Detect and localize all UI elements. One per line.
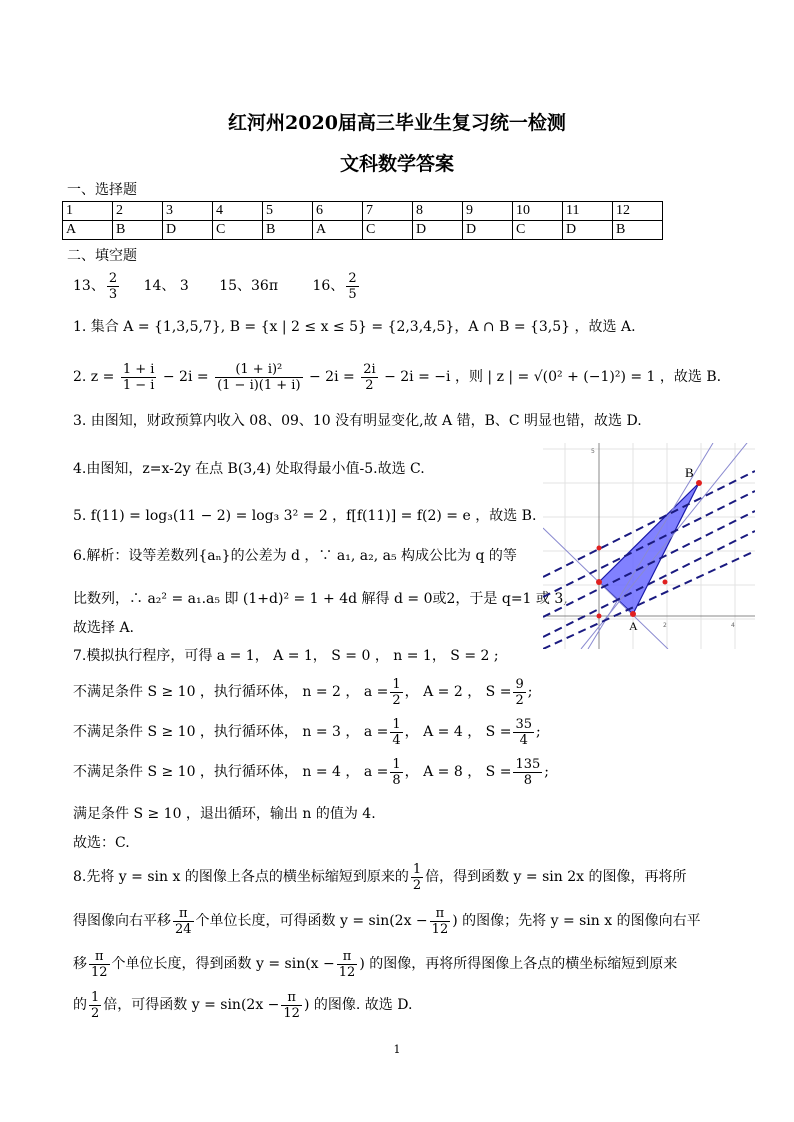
fill-answers [73,268,361,304]
solution-6-line1: 6.解析：设等差数列{aₙ}的公差为 d ，∵ a₁, a₂, a₅ 构成公比为 q 的等 [73,548,517,564]
table-cell: 5 [263,202,313,221]
solution-8-line1: 8.先将 y = sin x 的图像上各点的横坐标缩短到原来的 $\frac{1}{2}$ 倍，得到函数 y = sin 2x 的图像，再将所 [73,861,687,893]
fraction: $\frac{1 + i}{1 - i}$ [122,361,155,393]
solution-7-line6: 故选：C. [73,835,130,851]
table-cell: 9 [463,202,513,221]
document-subtitle: 文科数学答案 [339,153,454,175]
document-title: 红河州2020届高三毕业生复习统一检测 [228,112,566,134]
table-cell: 11 [563,202,613,221]
fill-13-fraction: $\frac{2}{3}$ [108,270,118,302]
tick-label: 5 [591,448,595,455]
table-row-answers [63,221,663,240]
table-cell: D [463,221,513,240]
table-cell: 2 [113,202,163,221]
solution-8-line2: 得图像向右平移 $\frac{\pi}{24}$ 个单位长度，可得函数 y = sin(2x − $\frac{\pi}{12}$ ) 的图像；先将 y = sin x 的图像向右平 [73,905,701,937]
section-choice-heading: 一、选择题 [67,182,137,198]
solution-6-line2: 比数列，∴ a₂² = a₁.a₅ 即 (1+d)² = 1 + 4d 解得 d = 0或2，于是 q=1 或 3, [73,591,568,607]
table-cell: B [113,221,163,240]
answer-table [62,201,663,240]
table-cell: C [513,221,563,240]
table-row-numbers [63,202,663,221]
point-a-label: A [629,619,638,633]
solution-5: 5. f(11) = log₃(11 − 2) = log₃ 3² = 2 ，f[f(11)] = f(2) = e ，故选 B. [73,508,537,524]
solution-4: 4.由图知，z=x-2y 在点 B(3,4) 处取得最小值-5.故选 C. [73,461,425,477]
table-cell: 4 [213,202,263,221]
solution-7-row: 不满足条件 S ≥ 10 ，执行循环体， n = 4 ， a = $\frac{1}{8}$ ， A = 8 ， S = $\frac{135}{8}$ ; [73,756,549,788]
fill-14: 14、 3 [143,278,189,294]
solution-7-line1: 7.模拟执行程序，可得 a = 1， A = 1， S = 0 ， n = 1， S = 2 ; [73,648,499,664]
table-cell: C [363,221,413,240]
fraction: $\frac{2i}{2}$ [363,361,376,393]
tick-label: 4 [731,622,735,629]
fill-13-label: 13、 [73,278,105,294]
solution-6-line3: 故选择 A. [73,620,135,636]
fill-16-fraction: $\frac{2}{5}$ [348,270,357,302]
fraction: $\frac{\text{(1 + i)²}}{(1 - i)(1 + i)}$ [217,361,301,393]
page-number: 1 [393,1043,401,1056]
table-cell: D [163,221,213,240]
point-b-label: B [685,465,694,480]
table-cell: 6 [313,202,363,221]
solution-7-row: 不满足条件 S ≥ 10 ，执行循环体， n = 3 ， a = $\frac{1}{4}$ ， A = 4 ， S = $\frac{35}{4}$ ; [73,716,541,748]
solution-2: 2. z = $\frac{1 + i}{1 - i}$ − 2i = $\frac{\text{(1 + i)²}}{(1 - i)(1 + i)}$ − 2i = $\frac{2i}{2}$ − 2i = −i ，则 | z | = √(0² + (−1)²) = 1 ，故选 B. [73,361,722,393]
solution-8-line4: 的 $\frac{1}{2}$ 倍，可得函数 y = sin(2x − $\frac{\pi}{12}$ ) 的图像. 故选 D. [73,989,413,1021]
table-cell: 12 [613,202,663,221]
solution-3: 3. 由图知，财政预算内收入 08、09、10 没有明显变化,故 A 错，B、C 明显也错，故选 D. [73,413,642,429]
table-cell: B [613,221,663,240]
table-cell: A [313,221,363,240]
table-cell: C [213,221,263,240]
table-cell: 3 [163,202,213,221]
tick-label: 2 [663,622,667,629]
section-fill-heading: 二、填空题 [67,248,137,264]
fill-16-label: 16、 [312,278,345,294]
table-cell: 10 [513,202,563,221]
table-cell: 7 [363,202,413,221]
table-cell: A [63,221,113,240]
solution-8-line3: 移 $\frac{\pi}{12}$ 个单位长度，得到函数 y = sin(x − $\frac{\pi}{12}$ ) 的图像，再将所得图像上各点的横坐标缩短到原来 [73,948,678,980]
table-cell: B [263,221,313,240]
solution-7-line5: 满足条件 S ≥ 10 ，退出循环，输出 n 的值为 4. [73,806,376,822]
feasible-region-figure [543,443,755,649]
solution-1: 1. 集合 A = {1,3,5,7}, B = {x | 2 ≤ x ≤ 5} = {2,3,4,5}，A ∩ B = {3,5} ，故选 A. [73,319,636,335]
table-cell: D [563,221,613,240]
table-cell: D [413,221,463,240]
table-cell: 8 [413,202,463,221]
table-cell: 1 [63,202,113,221]
fill-15: 15、36π [219,278,279,294]
solution-7-row: 不满足条件 S ≥ 10 ，执行循环体， n = 2 ， a = $\frac{1}{2}$ ， A = 2 ， S = $\frac{9}{2}$ ; [73,676,533,708]
